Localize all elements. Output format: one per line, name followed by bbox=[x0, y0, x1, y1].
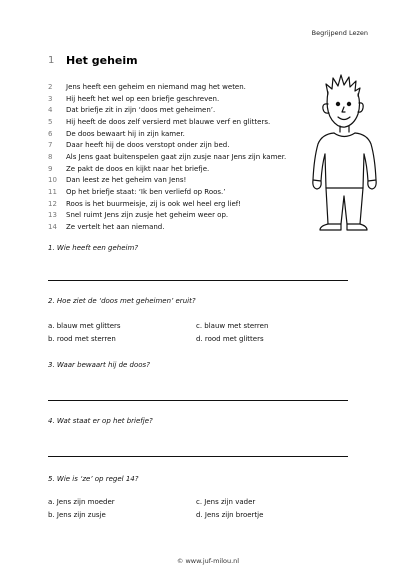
line-text: Ze pakt de doos en kijkt naar het briefje. bbox=[66, 164, 210, 173]
story-line bbox=[48, 151, 338, 163]
line-number: 6 bbox=[48, 129, 53, 138]
story-line bbox=[48, 186, 338, 198]
question-4: 4. Wat staat er op het briefje? bbox=[48, 417, 153, 425]
line-number: 4 bbox=[48, 106, 53, 115]
option-b[interactable]: b. rood met sterren bbox=[48, 335, 116, 343]
line-text: Roos is het buurmeisje, zij is ook wel heel erg lief! bbox=[66, 199, 242, 208]
story-line bbox=[48, 139, 338, 151]
line-text: Dat briefje zit in zijn ‘doos met geheimen’. bbox=[66, 106, 216, 115]
hair bbox=[326, 75, 360, 96]
question-5: 5. Wie is ‘ze’ op regel 14? bbox=[48, 475, 139, 483]
option-c[interactable]: c. blauw met sterren bbox=[196, 322, 269, 330]
collar bbox=[334, 133, 355, 137]
left-shoe bbox=[320, 224, 341, 230]
question-5-options bbox=[48, 498, 348, 519]
option-d[interactable]: d. rood met glitters bbox=[196, 335, 264, 343]
left-eye bbox=[336, 102, 339, 105]
story-line bbox=[48, 116, 338, 128]
question-3: 3. Waar bewaart hij de doos? bbox=[48, 361, 150, 369]
line-number: 13 bbox=[48, 211, 57, 220]
footer-credit: © www.juf-milou.nl bbox=[176, 557, 240, 565]
answer-line-1[interactable] bbox=[48, 280, 348, 281]
line-number: 3 bbox=[48, 94, 53, 103]
page-title: Het geheim bbox=[66, 53, 138, 67]
title-row bbox=[48, 53, 138, 67]
question-1: 1. Wie heeft een geheim? bbox=[48, 244, 139, 252]
story-line bbox=[48, 104, 338, 116]
question-2: 2. Hoe ziet de ‘doos met geheimen’ eruit? bbox=[48, 297, 196, 305]
option-d[interactable]: d. Jens zijn broertje bbox=[196, 511, 264, 519]
line-number: 9 bbox=[48, 164, 53, 173]
line-number: 5 bbox=[48, 117, 53, 126]
left-arm bbox=[313, 133, 334, 181]
line-number: 1 bbox=[48, 54, 55, 66]
line-text: Als Jens gaat buitenspelen gaat zijn zusje naar Jens zijn kamer. bbox=[66, 152, 287, 161]
option-a[interactable]: a. Jens zijn moeder bbox=[48, 498, 115, 506]
nose bbox=[342, 107, 345, 112]
line-number: 14 bbox=[48, 223, 57, 232]
line-number: 10 bbox=[48, 176, 57, 185]
line-number: 2 bbox=[48, 82, 53, 91]
right-eye bbox=[347, 102, 350, 105]
line-text: Op het briefje staat: ‘Ik ben verliefd op Roos.’ bbox=[66, 188, 226, 197]
right-arm bbox=[355, 133, 376, 181]
line-text: Hij heeft het wel op een briefje geschreven. bbox=[66, 94, 220, 103]
story-line bbox=[48, 128, 338, 140]
line-text: De doos bewaart hij in zijn kamer. bbox=[66, 129, 185, 138]
line-text: Dan leest ze het geheim van Jens! bbox=[66, 176, 187, 185]
story-line bbox=[48, 93, 338, 105]
mouth bbox=[338, 117, 350, 120]
line-text: Daar heeft hij de doos verstopt onder zijn bed. bbox=[66, 141, 230, 150]
story-line bbox=[48, 198, 338, 210]
line-text: Snel ruimt Jens zijn zusje het geheim weer op. bbox=[66, 211, 229, 220]
question-2-options bbox=[48, 322, 348, 343]
line-text: Ze vertelt het aan niemand. bbox=[66, 223, 165, 232]
story-text bbox=[48, 81, 338, 233]
line-text: Hij heeft de doos zelf versierd met blauwe verf en glitters. bbox=[66, 117, 271, 126]
header-label: Begrijpend Lezen bbox=[311, 29, 368, 37]
legs bbox=[326, 188, 363, 224]
boy-illustration bbox=[304, 70, 380, 234]
torso bbox=[325, 154, 364, 188]
option-c[interactable]: c. Jens zijn vader bbox=[196, 498, 256, 506]
line-number: 7 bbox=[48, 141, 53, 150]
line-number: 11 bbox=[48, 188, 57, 197]
answer-line-4[interactable] bbox=[48, 456, 348, 457]
story-line bbox=[48, 221, 338, 233]
story-line bbox=[48, 81, 338, 93]
story-line bbox=[48, 210, 338, 222]
story-line bbox=[48, 163, 338, 175]
line-number: 12 bbox=[48, 199, 57, 208]
line-text: Jens heeft een geheim en niemand mag het weten. bbox=[66, 82, 246, 91]
line-number: 8 bbox=[48, 152, 53, 161]
answer-line-3[interactable] bbox=[48, 400, 348, 401]
option-b[interactable]: b. Jens zijn zusje bbox=[48, 511, 106, 519]
story-line bbox=[48, 175, 338, 187]
right-shoe bbox=[347, 224, 367, 230]
option-a[interactable]: a. blauw met glitters bbox=[48, 322, 121, 330]
